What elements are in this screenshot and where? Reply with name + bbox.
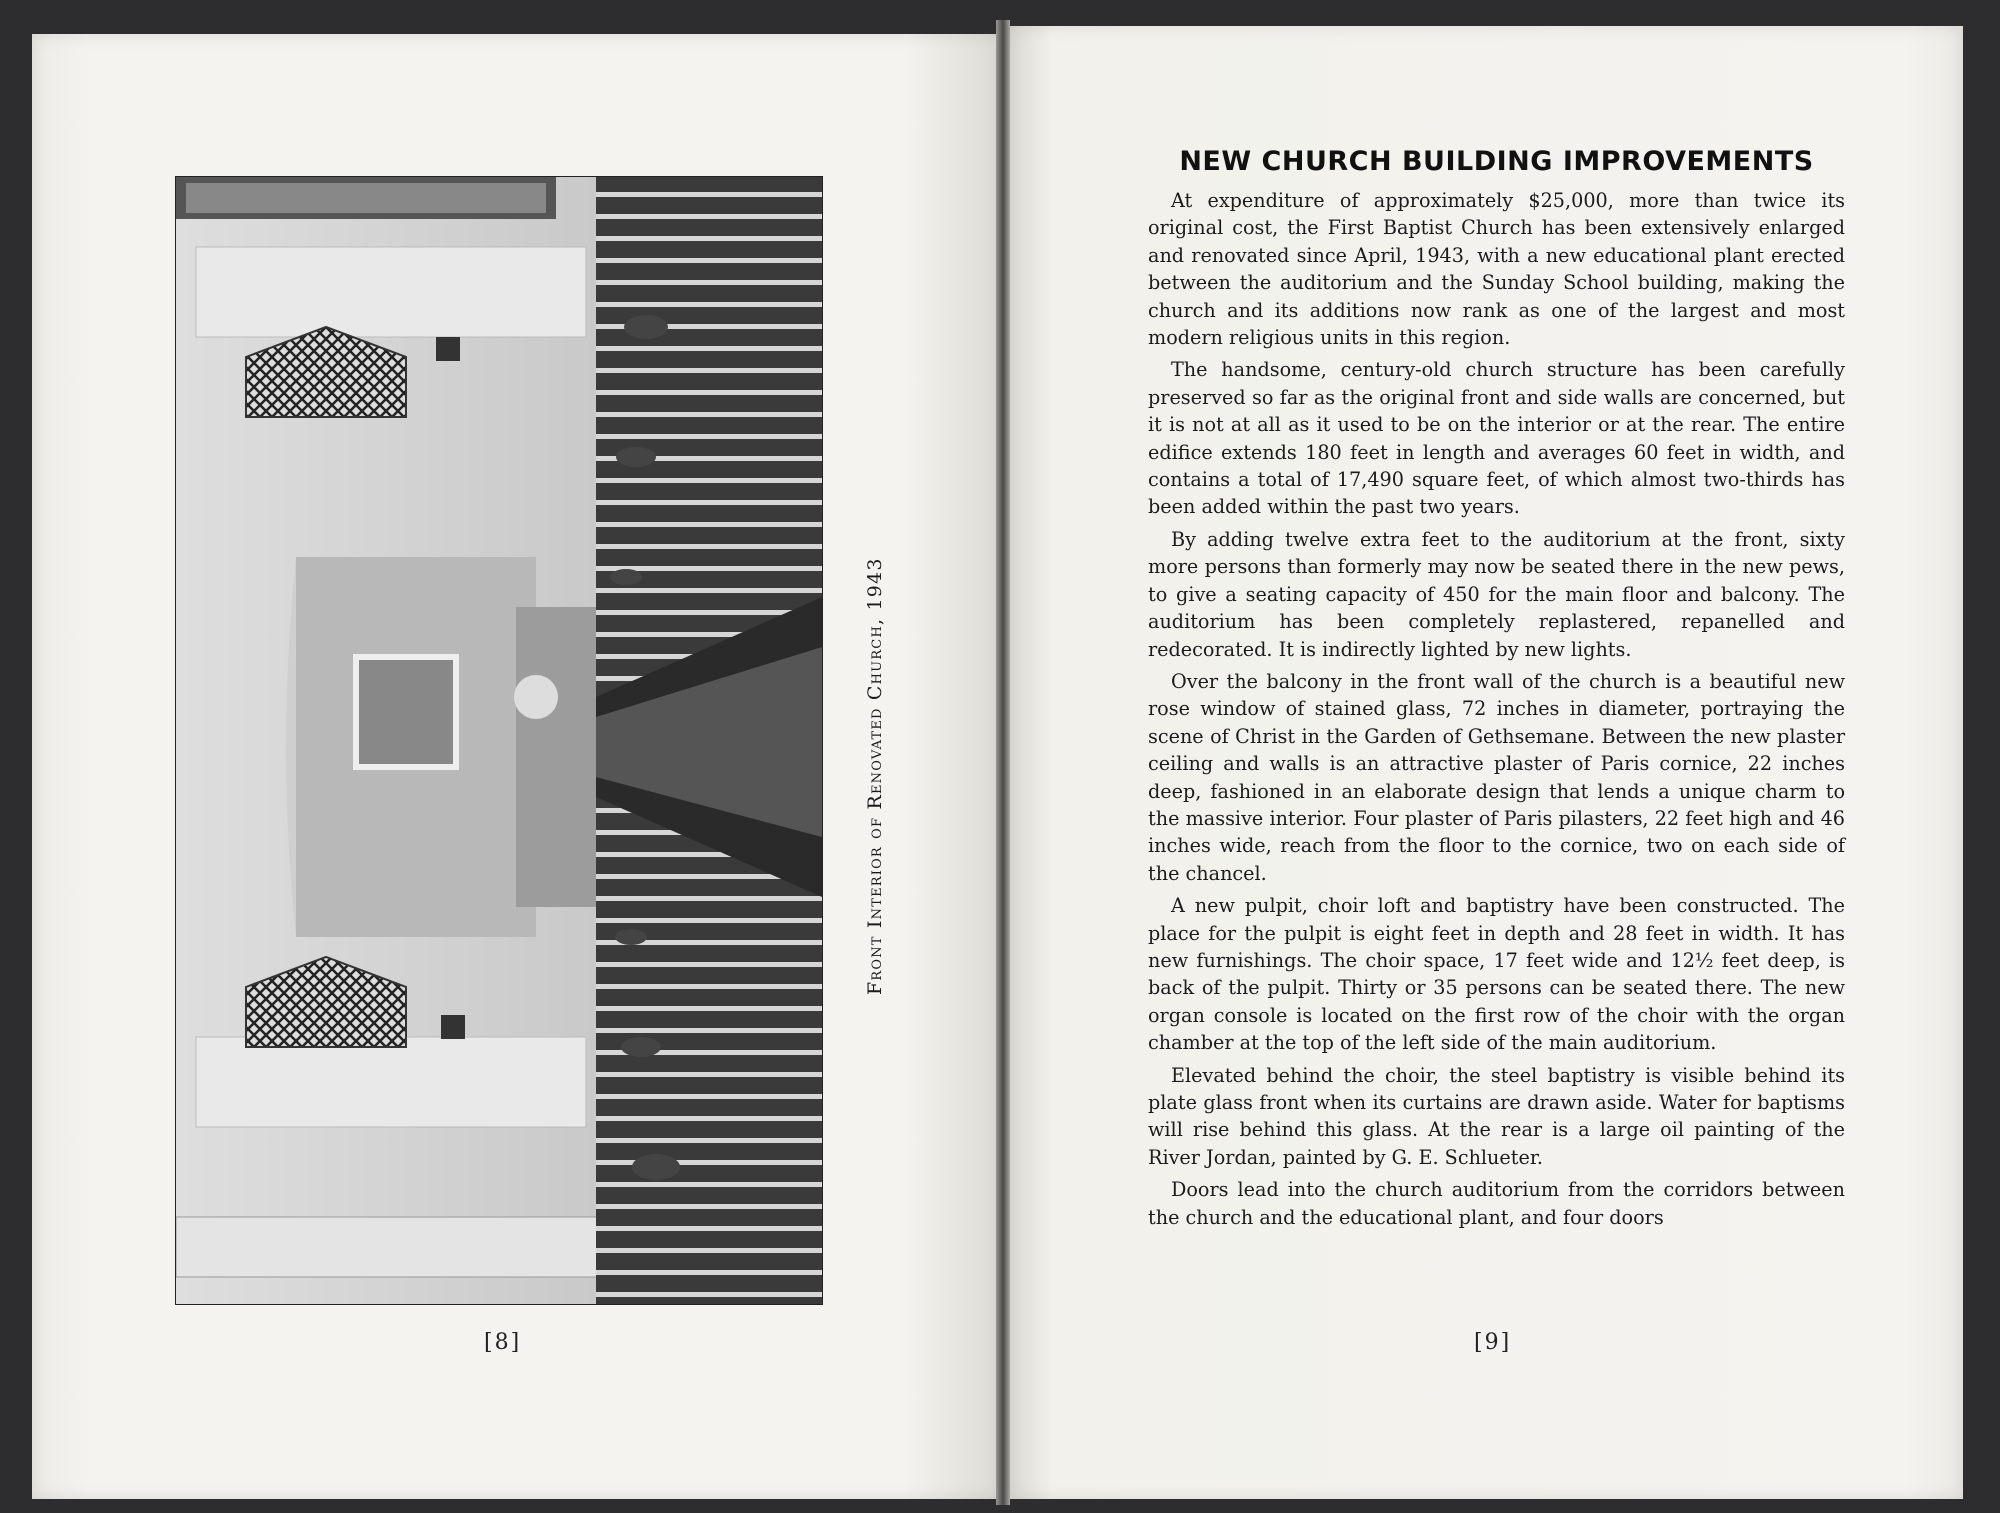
article-paragraph: Elevated behind the choir, the steel baptistry is visible behind its plate glass front when its curtains are drawn aside. Water for baptisms will rise behind this glass. At the rear is a large oil painting of the River Jordan, painted by G. E. Schlueter.: [1148, 1063, 1845, 1169]
article-title: NEW CHURCH BUILDING IMPROVEMENTS: [1179, 146, 1814, 177]
article: [1148, 146, 1845, 1236]
photo-caption: Front Interior of Renovated Church, 1943: [864, 557, 886, 995]
church-interior-illustration: [176, 177, 822, 1304]
article-paragraph: A new pulpit, choir loft and baptistry have been constructed. The place for the pulpit is eight feet in depth and 28 feet in width. It has new furnishings. The choir space, 17 feet wide and 12½ feet deep, is back of the pulpit. Thirty or 35 persons can be seated there. The new organ console is located on the first row of the choir with the organ chamber at the top of the left side of the main auditorium.: [1148, 894, 1845, 1055]
book-gutter: [996, 20, 1010, 1505]
church-interior-photo: [175, 176, 823, 1305]
article-paragraph: At expenditure of approximately $25,000, more than twice its original cost, the First Baptist Church has been extensively enlarged and renovated since April, 1943, with a new educational plant erected between the auditorium and the Sunday School building, making the church and its additions now rank as one of the largest and most modern religious units in this region.: [1148, 189, 1845, 350]
page-number-left: [8]: [484, 1330, 522, 1355]
article-paragraph: By adding twelve extra feet to the auditorium at the front, sixty more persons than formerly may now be seated there in the new pews, to give a seating capacity of 450 for the main floor and balcony. The auditorium has been completely replastered, repanelled and redecorated. It is indirectly lighted by new lights.: [1148, 527, 1845, 661]
article-paragraph: The handsome, century-old church structure has been carefully preserved so far as the original front and side walls are concerned, but it is not at all as it used to be on the interior or at the rear. The entire edifice extends 180 feet in length and averages 60 feet in width, and contains a total of 17,490 square feet, of which almost two-thirds has been added within the past two years.: [1148, 358, 1845, 519]
article-paragraph: Doors lead into the church auditorium from the corridors between the church and the educational plant, and four doors: [1148, 1178, 1845, 1229]
article-paragraph: Over the balcony in the front wall of the church is a beautiful new rose window of stained glass, 72 inches in diameter, portraying the scene of Christ in the Garden of Gethsemane. Between the new plaster ceiling and walls is an attractive plaster of Paris cornice, 22 inches deep, fashioned in an elaborate design that lends a unique charm to the massive interior. Four plaster of Paris pilasters, 22 feet high and 46 inches wide, reach from the floor to the cornice, two on each side of the chancel.: [1148, 669, 1845, 885]
page-number-right: [9]: [1474, 1330, 1512, 1355]
